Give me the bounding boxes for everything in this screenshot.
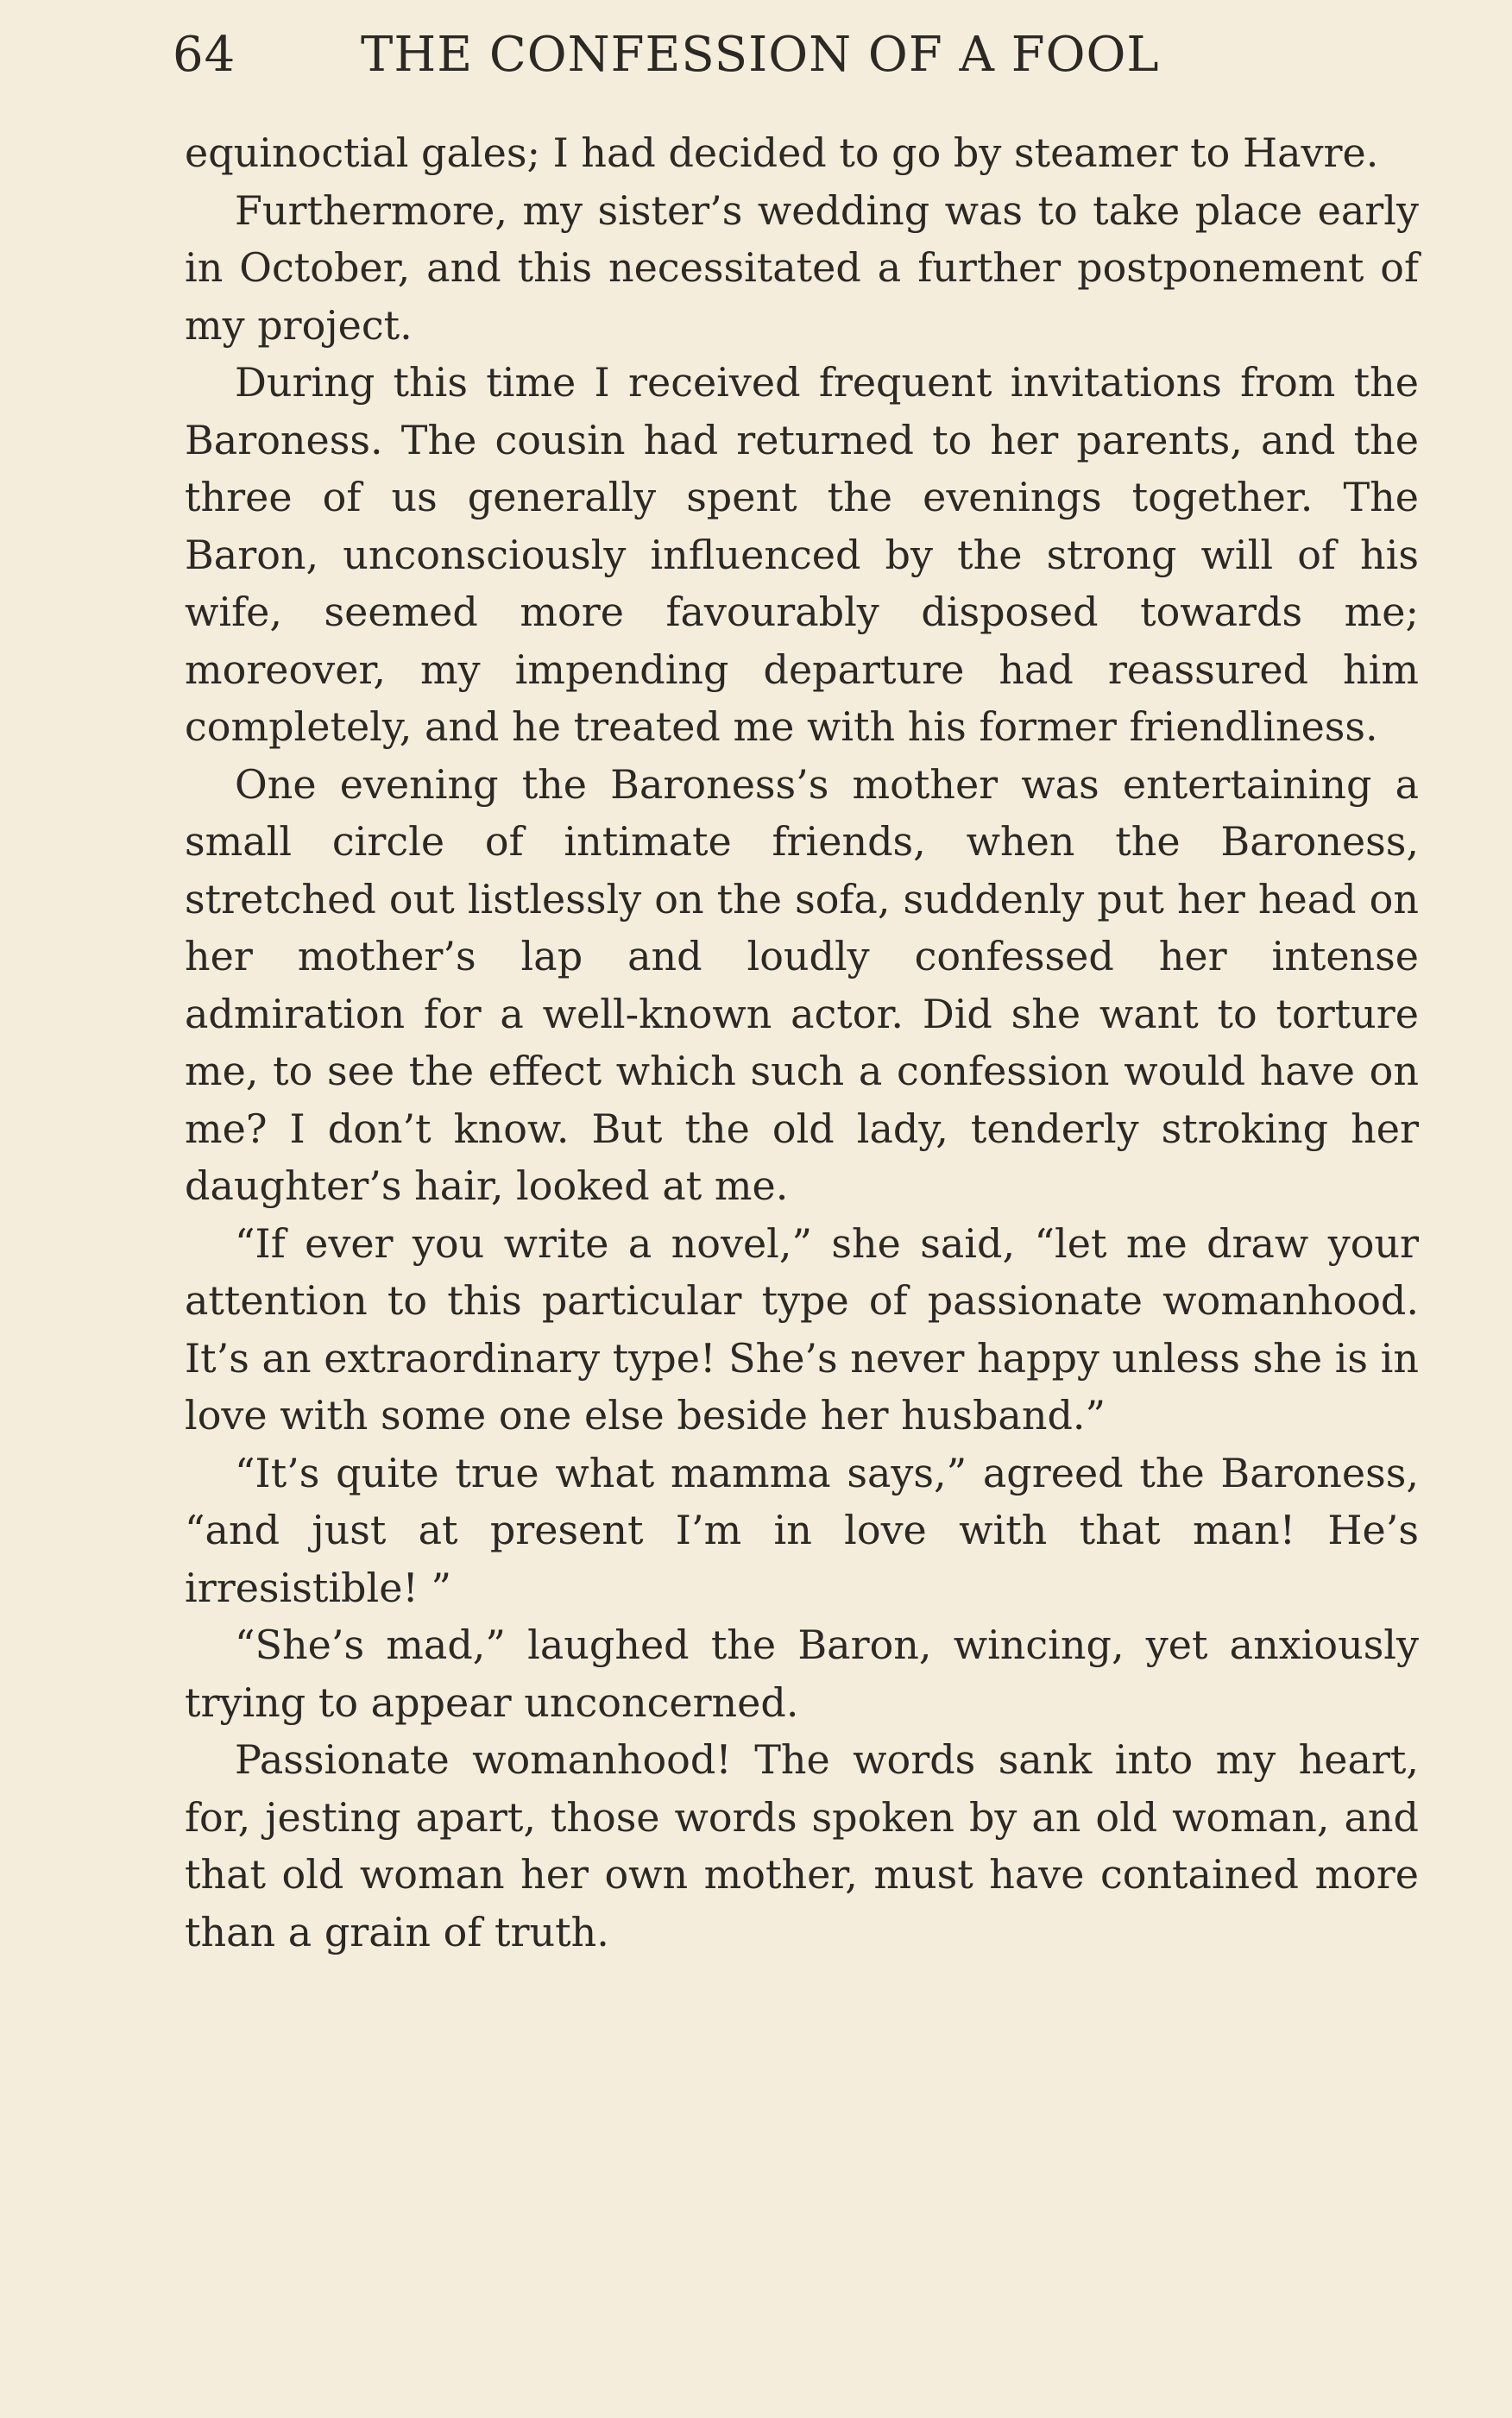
- page-number: 64: [173, 27, 236, 83]
- running-head: [173, 21, 1426, 90]
- paragraph: “If ever you write a novel,” she said, “let me draw your attention to this particular type of passionate womanhood. It’s an extraordinary type! She’s never happy unless she is in love with some one else beside her husband.”: [185, 1219, 1419, 1439]
- running-title: THE CONFESSION OF A FOOL: [361, 27, 1160, 83]
- paragraph: One evening the Baroness’s mother was entertaining a small circle of intimate friends, when the Baroness, stretched out listlessly on the sofa, suddenly put her head on her mother’s lap and loudly confessed her intense admiration for a well-known actor. Did she want to torture me, to see the effect which such a confession would have on me? I don’t know. But the old lady, tenderly stroking her daughter’s hair, looked at me.: [185, 760, 1419, 1209]
- paragraph-continuation: equinoctial gales; I had decided to go by steamer to Havre.: [185, 129, 1379, 176]
- paragraph: During this time I received frequent invitations from the Baroness. The cousin had returned to her parents, and the three of us generally spent the evenings together. The Baron, unconsciously influenced by the strong will of his wife, seemed more favourably disposed towards me; moreover, my impending departure had reassured him completely, and he treated me with his former friendliness.: [185, 359, 1419, 750]
- paragraph: “It’s quite true what mamma says,” agreed the Baroness, “and just at present I’m in love with that man! He’s irresistible! ”: [185, 1449, 1419, 1611]
- body-text: [185, 124, 1419, 1961]
- paragraph: “She’s mad,” laughed the Baron, wincing, yet anxiously trying to appear unconcerned.: [185, 1621, 1419, 1726]
- paragraph: Passionate womanhood! The words sank into my heart, for, jesting apart, those words spoken by an old woman, and that old woman her own mother, must have contained more than a grain of truth.: [185, 1736, 1419, 1955]
- paragraph: Furthermore, my sister’s wedding was to take place early in October, and this necessitated a further postponement of my project.: [185, 186, 1419, 349]
